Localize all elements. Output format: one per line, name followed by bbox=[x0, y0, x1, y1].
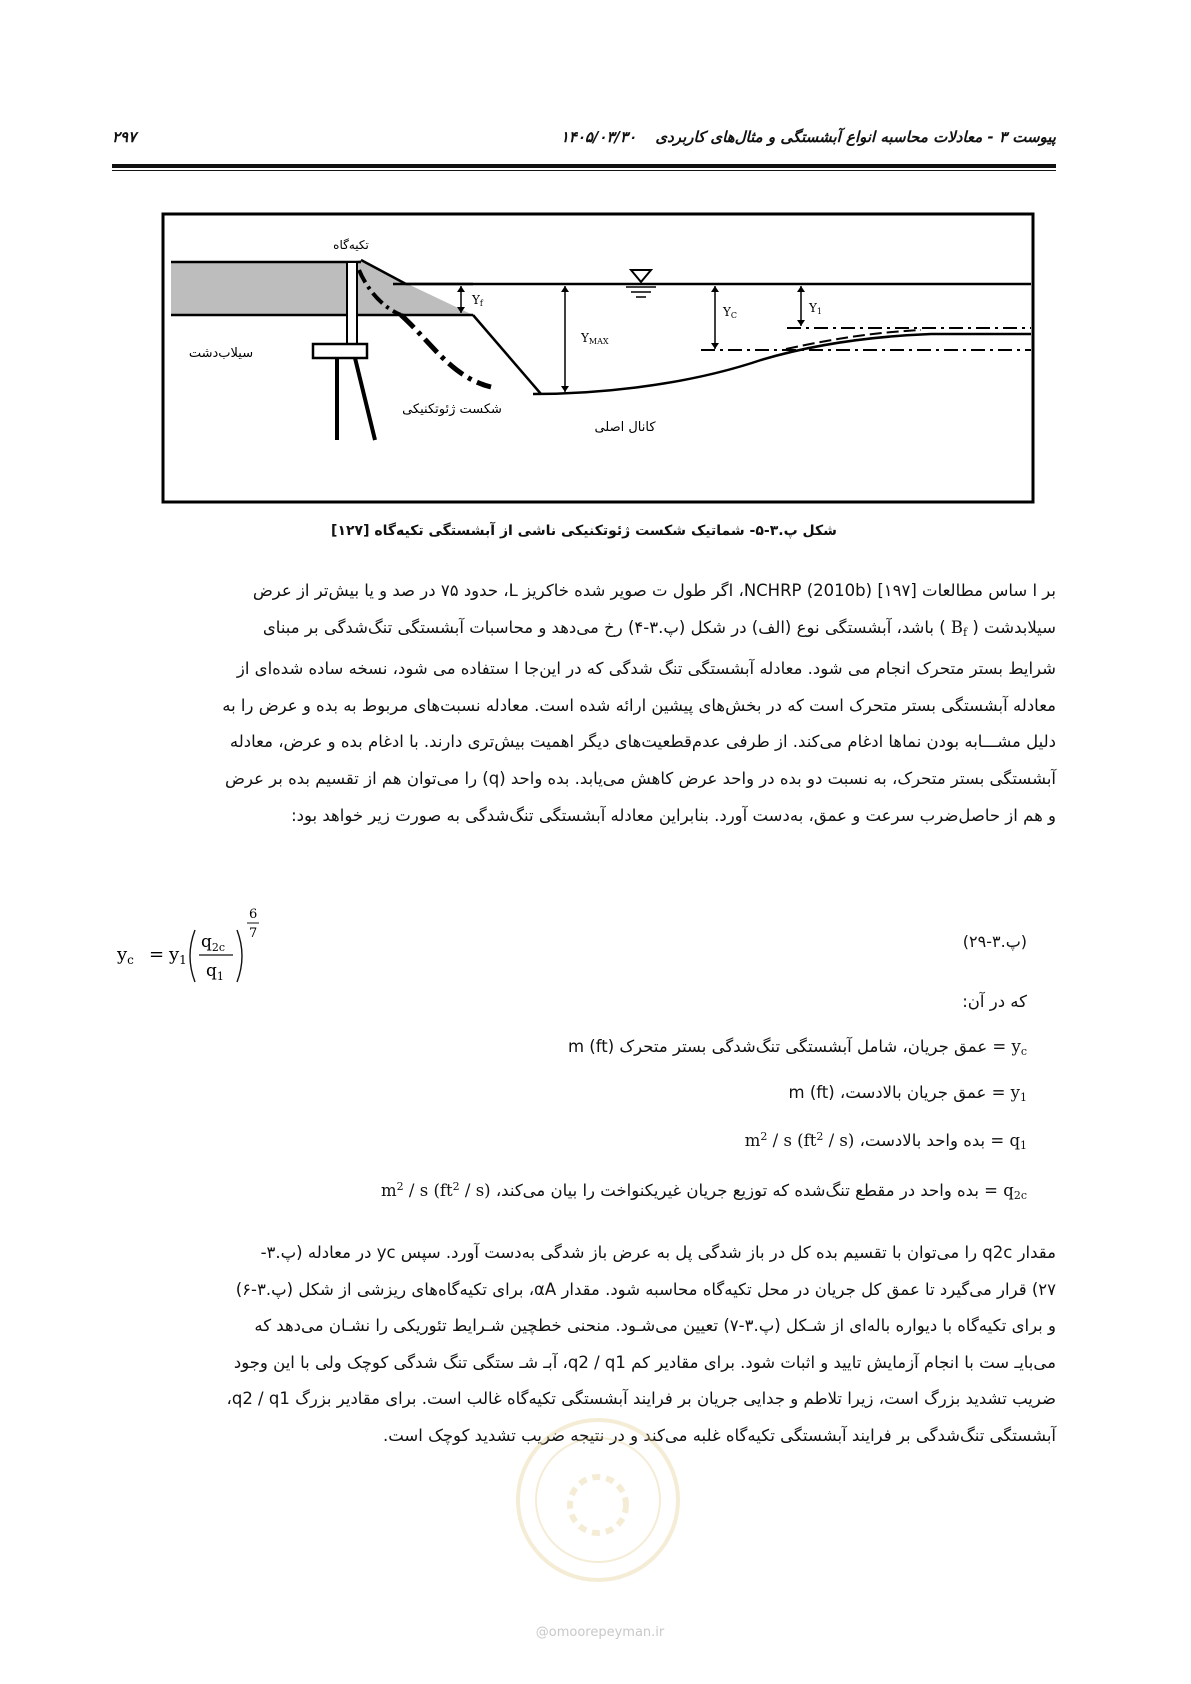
eq-paren-right bbox=[237, 930, 242, 982]
def-q2c-var: $q_{2c}$ bbox=[1003, 1181, 1027, 1202]
definition-y1: $y_1$ = عمق جریان بالادست، m (ft) bbox=[788, 1083, 1027, 1104]
seal-inner-ring bbox=[536, 1438, 660, 1562]
pile-cap bbox=[313, 344, 367, 358]
def-q1-unit: $m^2$ / s $(ft^2 / s)$ bbox=[744, 1130, 855, 1150]
eq-denominator: $q_1$ bbox=[206, 961, 224, 983]
def-y1-var: $y_1$ bbox=[1010, 1083, 1027, 1104]
site-watermark: @omoorepeyman.ir bbox=[535, 1625, 665, 1640]
figure-caption: شکل پ.۳-۵- شماتیک شکست ژئوتکنیکی ناشی از آبشستگی تکیه‌گاه [۱۲۷] bbox=[331, 523, 837, 539]
figure-frame bbox=[163, 214, 1033, 502]
p1-line-6: آبشستگی بستر متحرک، به نسبت دو بده در واحد عرض کاهش می‌یابد. بده واحد (q) را می‌توان هم از تقسیم بده بر عرض bbox=[225, 768, 1056, 788]
header-title-text: پیوست ۳ - معادلات محاسبه انواع آبشستگی و مثال‌های کاربردی bbox=[655, 128, 1056, 146]
main-channel-label: کانال اصلی bbox=[594, 420, 656, 435]
seal-outer-ring bbox=[518, 1420, 678, 1580]
eq-exp-den: 7 bbox=[249, 926, 258, 941]
page-number: ۲۹۷ bbox=[112, 128, 137, 146]
header-rule-thick bbox=[112, 164, 1056, 168]
def-yc-var: $y_c$ bbox=[1011, 1037, 1027, 1058]
p2-line-1: مقدار q2c را می‌توان با تقسیم بده کل در باز شدگی پل به عرض باز شدگی به‌دست آورد. سپس yc در معادله (پ.۳- bbox=[260, 1243, 1056, 1262]
p1-line-4: معادله آبشستگی بستر متحرک است که در بخش‌های پیشین ارائه شده است. معادله نسبت‌های مربوط به بده و عرض را به bbox=[222, 695, 1056, 715]
ymax-label: YMAX bbox=[581, 331, 609, 346]
p2-line-2: ۲۷) قرار می‌گیرد تا عمق کل جریان در محل تکیه‌گاه محاسبه شود. مقدار αA، برای تکیه‌گاه‌های ریزشی از شکل (پ.۳-۶) bbox=[235, 1279, 1056, 1299]
definition-q2c: $q_{2c}$ = بده واحد در مقطع تنگ‌شده که توزیع جریان غیریکنواخت را بیان می‌کند، $m^2$ / s $(ft^2 / s)$ bbox=[381, 1180, 1027, 1202]
header-title bbox=[561, 128, 1056, 146]
eq-exp-num: 6 bbox=[249, 907, 258, 922]
abutment-failure-figure bbox=[161, 212, 1035, 504]
p2-line-4: می‌بایـ ست با انجام آزمایش تایید و اثبات شود. برای مقادیر کم q2 / q1، آبـ شـ ستگی تنگ شدگی کوچک ولی با این وجود bbox=[233, 1352, 1056, 1372]
equation-29 bbox=[115, 900, 275, 1005]
p2-line-5: ضریب تشدید بزرگ است، زیرا تلاطم و جدایی جریان بر فرایند آبشستگی تکیه‌گاه غالب است. برای مقادیر بزرگ q2 / q1، bbox=[226, 1389, 1056, 1409]
seal-gear bbox=[570, 1477, 626, 1533]
geotech-failure-label: شکست ژئوتکنیکی bbox=[402, 402, 502, 417]
p1-line-2: سیلابدشت ( $B_f$ ) باشد، آبشستگی نوع (الف) در شکل (پ.۳-۴) رخ می‌دهد و محاسبات آبشستگی تنگ‌شدگی بر مبنای bbox=[262, 617, 1056, 639]
definition-yc: $y_c$ = عمق جریان، شامل آبشستگی تنگ‌شدگی بستر متحرک m (ft) bbox=[567, 1037, 1027, 1058]
definition-q1: $q_1$ = بده واحد بالادست، $m^2$ / s $(ft^2 / s)$ bbox=[744, 1130, 1027, 1152]
eq-paren-left bbox=[190, 930, 195, 982]
p1-line-1: بر ا ساس مطالعات NCHRP (2010b) [۱۹۷]، اگر طول ت صویر شده خاکریز L، حدود ۷۵ در صد و یا بیش‌تر از عرض bbox=[252, 581, 1056, 600]
eq-equals: = bbox=[149, 944, 165, 965]
yc-label: YC bbox=[723, 305, 738, 320]
paragraph-1 bbox=[136, 573, 1056, 834]
eq-numerator: $q_{2c}$ bbox=[201, 932, 226, 954]
p2-line-3: و برای تکیه‌گاه با دیواره باله‌ای از شـکل (پ.۳-۷) تعیین می‌شـود. منحنی خطچین شـرایط تئوریکی را نشـان می‌دهد که bbox=[254, 1316, 1056, 1336]
def-q1-var: $q_1$ bbox=[1009, 1131, 1027, 1152]
equation-number: (پ.۳-۲۹) bbox=[962, 932, 1027, 951]
p1-line-7: و هم از حاصل‌ضرب سرعت و عمق، به‌دست آورد. بنابراین معادله آبشستگی تنگ‌شدگی به صورت زیر خواهد بود: bbox=[291, 805, 1056, 825]
yf-label: Yf bbox=[472, 293, 483, 308]
p1-line-3: شرایط بستر متحرک انجام می شود. معادله آبشستگی تنگ شدگی که در این‌جا ا ستفاده می شود، نسخه ساده شده‌ای از bbox=[236, 659, 1056, 679]
p1-line-5: دلیل مشـــابه بودن نماها ادغام می‌کند. از طرفی عدم‌قطعیت‌های دیگر اهمیت بیش‌تری دارند. با ادغام بده و عرض، معادله bbox=[229, 732, 1056, 752]
abutment-label: تکیه‌گاه bbox=[333, 238, 369, 252]
header-rule-thin bbox=[112, 170, 1056, 171]
page-header bbox=[112, 128, 1056, 158]
y1-label: Y1 bbox=[809, 301, 823, 316]
floodplain-label: سیلاب‌دشت bbox=[188, 346, 254, 361]
eq-lhs: $y_c$ bbox=[117, 944, 134, 967]
definitions-intro: که در آن: bbox=[962, 992, 1027, 1011]
bf-var: $B_f$ bbox=[950, 617, 968, 639]
header-date: ۱۴۰۵/۰۳/۳۰ bbox=[560, 128, 637, 146]
equation-svg bbox=[115, 900, 275, 1000]
p2-line-6: آبشستگی تنگ‌شدگی بر فرایند آبشستگی تکیه‌گاه غلبه می‌کند و در نتیجه ضریب تشدید کوچک است. bbox=[382, 1425, 1056, 1445]
eq-y1: $y_1$ bbox=[169, 944, 187, 967]
def-q2c-unit: $m^2$ / s $(ft^2 / s)$ bbox=[381, 1180, 491, 1200]
publisher-seal-watermark bbox=[508, 1410, 688, 1590]
